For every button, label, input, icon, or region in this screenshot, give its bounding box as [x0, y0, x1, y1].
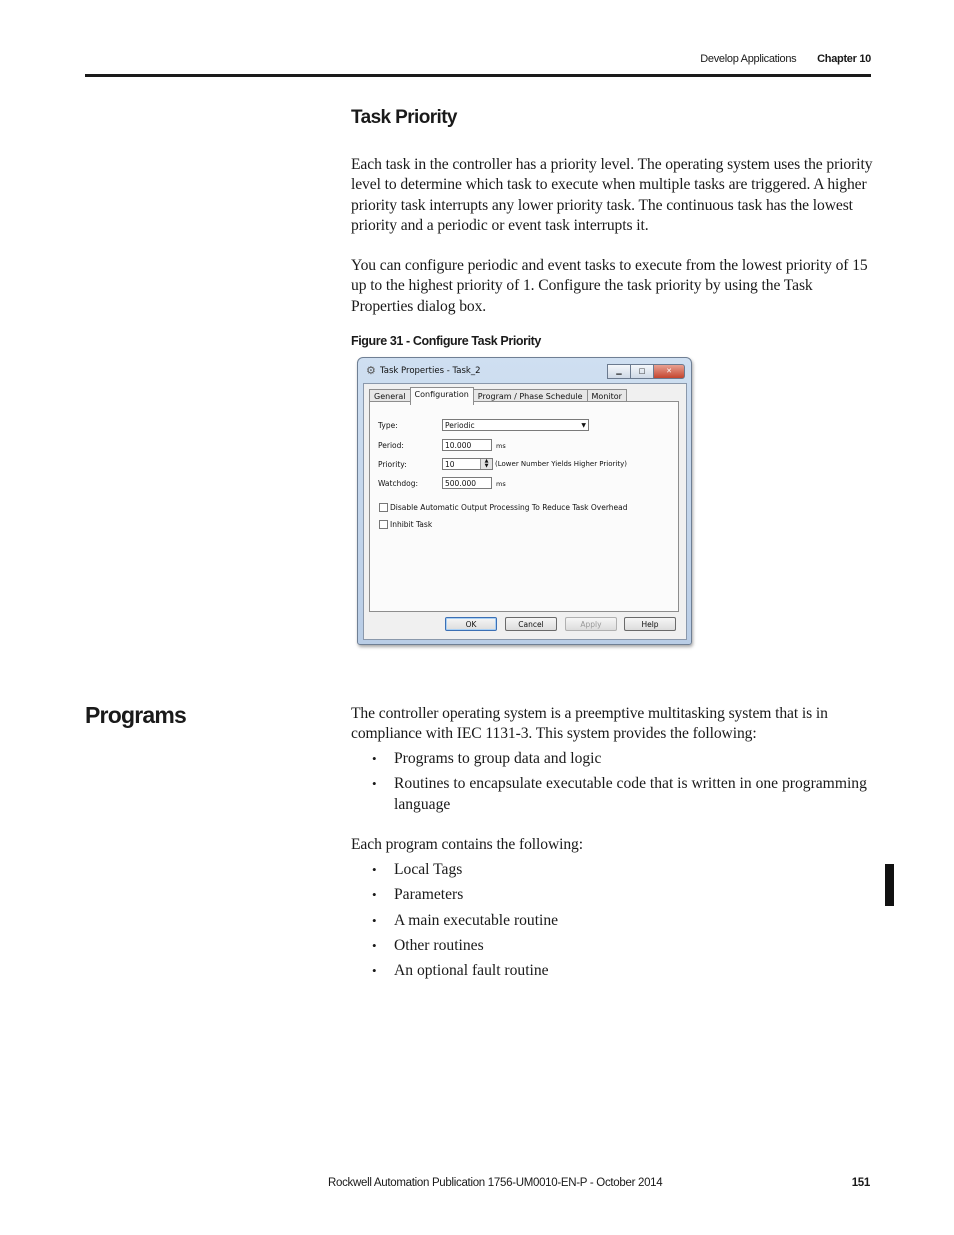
list-item: • Routines to encapsulate executable code that is written in one programming language [372, 774, 872, 815]
disable-output-processing-label: Disable Automatic Output Processing To Reduce Task Overhead [390, 503, 628, 512]
programs-heading: Programs [85, 702, 186, 728]
cancel-button[interactable]: Cancel [505, 617, 557, 631]
tab-general[interactable]: General [369, 389, 411, 404]
header-chapter: Chapter 10 [817, 53, 871, 65]
period-unit: ms [496, 442, 506, 450]
watchdog-label: Watchdog: [378, 479, 418, 488]
inhibit-task-checkbox[interactable] [379, 520, 388, 529]
window-controls [608, 364, 685, 379]
tab-configuration[interactable]: Configuration [410, 387, 474, 405]
period-input[interactable]: 10.000 [442, 439, 492, 451]
dialog-body [363, 383, 687, 640]
gear-icon: ⚙ [366, 364, 376, 377]
type-select[interactable] [442, 419, 589, 431]
provides-list [372, 749, 872, 815]
page-number: 151 [851, 1177, 870, 1189]
type-label: Type: [378, 421, 398, 430]
list-item: • Local Tags [372, 860, 872, 880]
priority-note: (Lower Number Yields Higher Priority) [495, 460, 627, 468]
task-priority-para-2: You can configure periodic and event tasks to execute from the lowest priority of 15 up to the highest priority of 1. Configure the task priority by using the Task Properties dialog box. [351, 257, 868, 315]
type-value: Periodic [445, 421, 475, 430]
disable-output-processing-checkbox[interactable] [379, 503, 388, 512]
chapter-edge-tab [885, 864, 894, 906]
tab-monitor[interactable]: Monitor [587, 389, 627, 404]
list-item: • Other routines [372, 936, 872, 956]
maximize-button[interactable]: □ [630, 364, 654, 379]
footer-publication: Rockwell Automation Publication 1756-UM0010-EN-P - October 2014 [328, 1177, 663, 1189]
watchdog-unit: ms [496, 480, 506, 488]
watchdog-input[interactable]: 500.000 [442, 477, 492, 489]
tab-program-phase-schedule[interactable]: Program / Phase Schedule [473, 389, 588, 404]
programs-intro: The controller operating system is a preemptive multitasking system that is in compliance with IEC 1131-3. This system provides the following: [351, 705, 828, 743]
inhibit-task-label: Inhibit Task [390, 520, 433, 529]
list-item: • Programs to group data and logic [372, 749, 872, 769]
contains-intro: Each program contains the following: [351, 836, 583, 853]
contains-list [372, 860, 872, 981]
list-item: • Parameters [372, 885, 872, 905]
chevron-down-icon: ▼ [581, 422, 586, 429]
task-priority-para-1: Each task in the controller has a priority level. The operating system uses the priority level to determine which task to execute when multiple tasks are triggered. A higher priority task interrupts any lower priority task. The continuous task has the lowest priority and a periodic or event task interrupts it. [351, 156, 873, 234]
apply-button[interactable]: Apply [565, 617, 617, 631]
list-item: • A main executable routine [372, 911, 872, 931]
close-button[interactable]: ✕ [653, 364, 685, 379]
running-header [700, 53, 871, 65]
help-button[interactable]: Help [624, 617, 676, 631]
minimize-button[interactable]: ▁ [607, 364, 631, 379]
header-section: Develop Applications [700, 53, 797, 65]
period-label: Period: [378, 441, 404, 450]
ok-button[interactable]: OK [445, 617, 497, 631]
configuration-panel [369, 401, 679, 612]
task-properties-dialog [357, 357, 692, 645]
priority-value: 10 [445, 460, 455, 469]
dialog-title: Task Properties - Task_2 [380, 366, 481, 376]
priority-stepper[interactable] [442, 458, 493, 470]
priority-label: Priority: [378, 460, 407, 469]
figure-caption: Figure 31 - Configure Task Priority [351, 334, 541, 348]
list-item: • An optional fault routine [372, 961, 872, 981]
task-priority-heading: Task Priority [351, 107, 457, 128]
header-rule [85, 74, 871, 77]
spinner-arrows-icon[interactable]: ▲ ▼ [480, 459, 492, 469]
